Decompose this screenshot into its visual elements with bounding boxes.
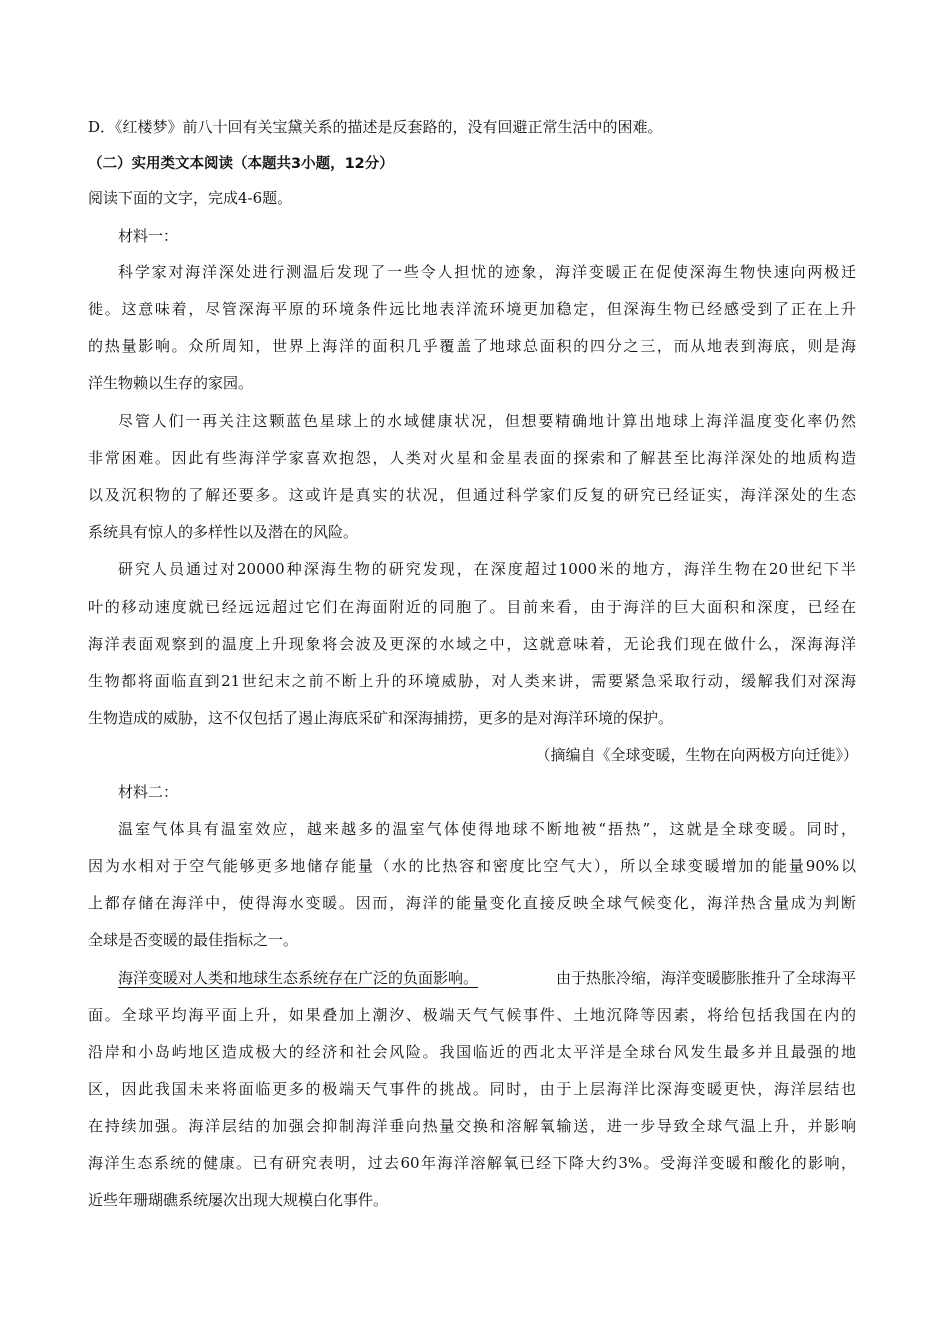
- paragraph-line: 洋生物赖以生存的家园。: [88, 374, 254, 392]
- paragraph-line: 系统具有惊人的多样性以及潜在的风险。: [88, 523, 359, 541]
- paragraph-line: 温室气体具有温室效应，越来越多的温室气体使得地球不断地被“捂热”，这就是全球变暖。同时，: [118, 820, 856, 838]
- paragraph-line: [118, 967, 856, 989]
- reading-instruction: 阅读下面的文字，完成4-6题。: [88, 189, 293, 207]
- paragraph-line: 因为水相对于空气能够更多地储存能量（水的比热容和密度比空气大），所以全球变暖增加的能量90%以: [88, 857, 856, 875]
- paragraph-line: 沿岸和小岛屿地区造成极大的经济和社会风险。我国临近的西北太平洋是全球台风发生最多并且最强的地: [88, 1043, 856, 1061]
- paragraph-line: 海洋表面观察到的温度上升现象将会波及更深的水域之中，这就意味着，无论我们现在做什么，深海海洋: [88, 635, 856, 653]
- material-two-label: 材料二：: [118, 783, 179, 801]
- paragraph-line: 生物都将面临直到21世纪末之前不断上升的环境威胁，对人类来讲，需要紧急采取行动，缓解我们对深海: [88, 672, 856, 690]
- source-citation: （摘编自《全球变暖，生物在向两极方向迁徙》）: [535, 746, 858, 764]
- sentence-continuation: 由于热胀冷缩，海洋变暖膨胀推升了全球海平: [555, 969, 856, 987]
- paragraph-line: 面。全球平均海平面上升，如果叠加上潮汐、极端天气气候事件、土地沉降等因素，将给包括我国在内的: [88, 1006, 856, 1024]
- paragraph-line: 在持续加强。海洋层结的加强会抑制海洋垂向热量交换和溶解氧输送，进一步导致全球气温上升，并影响: [88, 1117, 856, 1135]
- paragraph-line: 科学家对海洋深处进行测温后发现了一些令人担忧的迹象，海洋变暖正在促使深海生物快速向两极迁: [118, 263, 856, 281]
- paragraph-line: 的热量影响。众所周知，世界上海洋的面积几乎覆盖了地球总面积的四分之三，而从地表到海底，则是海: [88, 337, 856, 355]
- paragraph-line: 全球是否变暖的最佳指标之一。: [88, 931, 299, 949]
- paragraph-line: 近些年珊瑚礁系统屡次出现大规模白化事件。: [88, 1191, 389, 1209]
- paragraph-line: 研究人员通过对20000种深海生物的研究发现，在深度超过1000米的地方，海洋生物在20世纪下半: [118, 560, 856, 578]
- paragraph-line: 上都存储在海洋中，使得海水变暖。因而，海洋的能量变化直接反映全球气候变化，海洋热含量成为判断: [88, 894, 856, 912]
- paragraph-line: 非常困难。因此有些海洋学家喜欢抱怨，人类对火星和金星表面的探索和了解甚至比海洋深处的地质构造: [88, 449, 856, 467]
- paragraph-line: 徙。这意味着，尽管深海平原的环境条件远比地表洋流环境更加稳定，但深海生物已经感受到了正在上升: [88, 300, 856, 318]
- paragraph-line: 尽管人们一再关注这颗蓝色星球上的水域健康状况，但想要精确地计算出地球上海洋温度变化率仍然: [118, 412, 856, 430]
- underlined-sentence: 海洋变暖对人类和地球生态系统存在广泛的负面影响。: [118, 969, 479, 987]
- section-heading: （二）实用类文本阅读（本题共3小题，12分）: [88, 156, 394, 172]
- option-d-line: D．《红楼梦》前八十回有关宝黛关系的描述是反套路的，没有回避正常生活中的困难。: [88, 118, 663, 136]
- paragraph-line: 以及沉积物的了解还要多。这或许是真实的状况，但通过科学家们反复的研究已经证实，海洋深处的生态: [88, 486, 856, 504]
- paragraph-line: 叶的移动速度就已经远远超过它们在海面附近的同胞了。目前来看，由于海洋的巨大面积和深度，已经在: [88, 598, 856, 616]
- paragraph-line: 海洋生态系统的健康。已有研究表明，过去60年海洋溶解氧已经下降大约3%。受海洋变暖和酸化的影响，: [88, 1154, 856, 1172]
- paragraph-line: 区，因此我国未来将面临更多的极端天气事件的挑战。同时，由于上层海洋比深海变暖更快，海洋层结也: [88, 1080, 856, 1098]
- material-one-label: 材料一：: [118, 227, 179, 245]
- paragraph-line: 生物造成的威胁，这不仅包括了遏止海底采矿和深海捕捞，更多的是对海洋环境的保护。: [88, 709, 674, 727]
